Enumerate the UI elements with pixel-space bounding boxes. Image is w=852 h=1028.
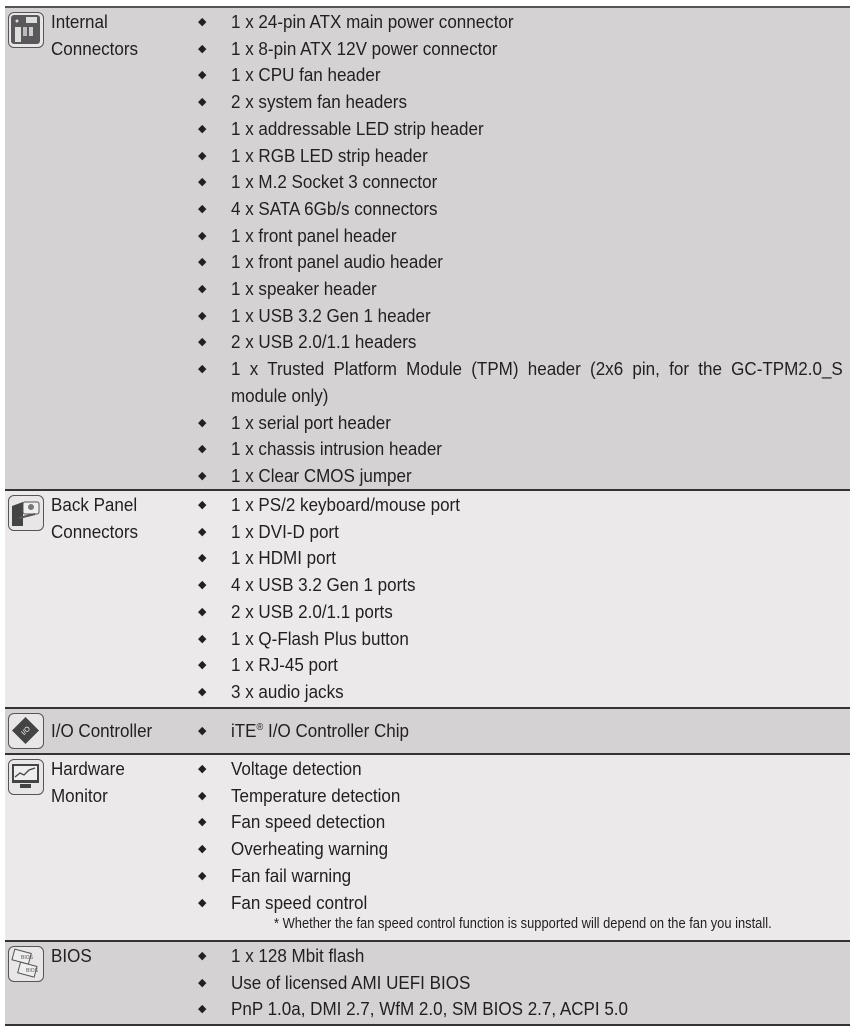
bullet-icon: ◆ (198, 42, 207, 55)
bullet-icon: ◆ (198, 499, 207, 511)
list-item: ◆ 1 x front panel audio header (198, 249, 850, 276)
list-item: ◆ 1 x HDMI port (198, 545, 850, 572)
list-item: ◆ 1 x RGB LED strip header (198, 143, 850, 170)
section-title: BIOS (51, 945, 92, 966)
bullet-icon: ◆ (198, 149, 207, 162)
bullet-icon: ◆ (198, 443, 207, 456)
bullet-icon: ◆ (198, 283, 207, 296)
section-back-panel-connectors (5, 491, 850, 709)
bullet-icon: ◆ (198, 1003, 207, 1016)
list-item: ◆ 2 x USB 2.0/1.1 ports (198, 599, 850, 626)
bullet-icon: ◆ (198, 976, 207, 989)
section-title: Internal Connectors (51, 11, 139, 59)
bullet-icon: ◆ (198, 202, 207, 215)
bullet-icon: ◆ (198, 950, 207, 962)
section-hardware-monitor (5, 755, 850, 942)
section-internal-connectors (5, 8, 850, 491)
spec-list (5, 942, 850, 1024)
bullet-icon: ◆ (198, 176, 207, 189)
list-item: ◆ 1 x PS/2 keyboard/mouse port (198, 492, 850, 519)
bullet-icon: ◆ (198, 843, 207, 856)
list-item: ◆ 1 x CPU fan header (198, 62, 850, 89)
list-item: ◆ 1 x chassis intrusion header (198, 436, 850, 463)
list-item: ◆ 1 x addressable LED strip header (198, 116, 850, 143)
bullet-icon: ◆ (198, 525, 207, 538)
circuit-board-icon (8, 12, 44, 48)
bullet-icon: ◆ (198, 309, 207, 322)
bullet-icon: ◆ (198, 69, 207, 82)
list-item: ◆ 1 x speaker header (198, 276, 850, 303)
bullet-icon: ◆ (198, 363, 207, 376)
monitor-graph-icon (8, 759, 44, 795)
list-item: ◆ Temperature detection (198, 783, 850, 810)
list-item: ◆ PnP 1.0a, DMI 2.7, WfM 2.0, SM BIOS 2.7, ACPI 5.0 (198, 996, 850, 1023)
bullet-icon: ◆ (198, 763, 207, 775)
section-title: Hardware Monitor (51, 758, 125, 806)
footnote: * Whether the fan speed control function is supported will depend on the fan you install. (274, 915, 772, 933)
bullet-icon: ◆ (198, 816, 207, 829)
bullet-icon: ◆ (198, 336, 207, 349)
bullet-icon: ◆ (198, 659, 207, 672)
io-chip-icon (8, 713, 44, 749)
list-item: ◆ 1 x DVI-D port (198, 519, 850, 546)
bullet-icon: ◆ (198, 229, 207, 242)
bullet-icon: ◆ (198, 552, 207, 565)
list-item: ◆ 1 x Trusted Platform Module (TPM) header (2x6 pin, for the GC-TPM2.0_S module only) (198, 358, 843, 406)
bullet-icon: ◆ (198, 632, 207, 645)
bullet-icon: ◆ (198, 685, 207, 698)
spec-table (5, 6, 850, 1026)
svg-text:BIOS: BIOS (21, 955, 33, 961)
bullet-icon: ◆ (198, 896, 207, 909)
bullet-icon: ◆ (198, 869, 207, 882)
list-item: ◆ 1 x Clear CMOS jumper (198, 463, 850, 490)
list-item: ◆ 1 x 8-pin ATX 12V power connector (198, 36, 850, 63)
section-title: Back Panel Connectors (51, 494, 139, 542)
list-item: ◆ 1 x M.2 Socket 3 connector (198, 169, 850, 196)
list-item: ◆ 4 x USB 3.2 Gen 1 ports (198, 572, 850, 599)
bios-chip-icon (8, 946, 44, 982)
bullet-icon: ◆ (198, 469, 207, 482)
svg-text:BIOS: BIOS (26, 968, 38, 974)
list-item: ◆ Voltage detection (198, 756, 850, 783)
list-item: ◆ 1 x 128 Mbit flash (198, 943, 850, 970)
bullet-icon: ◆ (198, 16, 207, 28)
list-item: ◆ 1 x serial port header (198, 410, 850, 437)
list-item: ◆ 2 x system fan headers (198, 89, 850, 116)
list-item: ◆ 1 x USB 3.2 Gen 1 header (198, 303, 850, 330)
list-item: ◆ 3 x audio jacks (198, 679, 850, 706)
list-item: ◆ 1 x RJ-45 port (198, 652, 850, 679)
list-item: ◆ 1 x Q-Flash Plus button (198, 626, 850, 653)
section-io-controller (5, 709, 850, 755)
bullet-icon: ◆ (198, 789, 207, 802)
bullet-icon: ◆ (198, 579, 207, 592)
list-item: ◆ 1 x 24-pin ATX main power connector (198, 9, 850, 36)
list-item: ◆ Fan speed control (198, 890, 850, 917)
svg-text:I/O: I/O (20, 725, 32, 737)
back-panel-ports-icon (8, 495, 44, 531)
spec-list (5, 8, 850, 491)
section-bios (5, 942, 850, 1026)
spec-list (5, 755, 850, 917)
bullet-icon: ◆ (198, 605, 207, 618)
bullet-icon: ◆ (198, 96, 207, 109)
list-item: ◆ 4 x SATA 6Gb/s connectors (198, 196, 850, 223)
bullet-icon: ◆ (198, 256, 207, 269)
list-item: ◆ Use of licensed AMI UEFI BIOS (198, 970, 850, 997)
list-item: ◆ Fan fail warning (198, 863, 850, 890)
bullet-icon: ◆ (198, 725, 207, 737)
list-item: ◆ Fan speed detection (198, 809, 850, 836)
list-item: ◆ 1 x front panel header (198, 223, 850, 250)
list-item: ◆ Overheating warning (198, 836, 850, 863)
section-title: I/O Controller (51, 720, 153, 741)
bullet-icon: ◆ (198, 416, 207, 429)
list-item: ◆ iTE® I/O Controller Chip (198, 718, 850, 745)
list-item: ◆ 2 x USB 2.0/1.1 headers (198, 329, 850, 356)
bullet-icon: ◆ (198, 122, 207, 135)
